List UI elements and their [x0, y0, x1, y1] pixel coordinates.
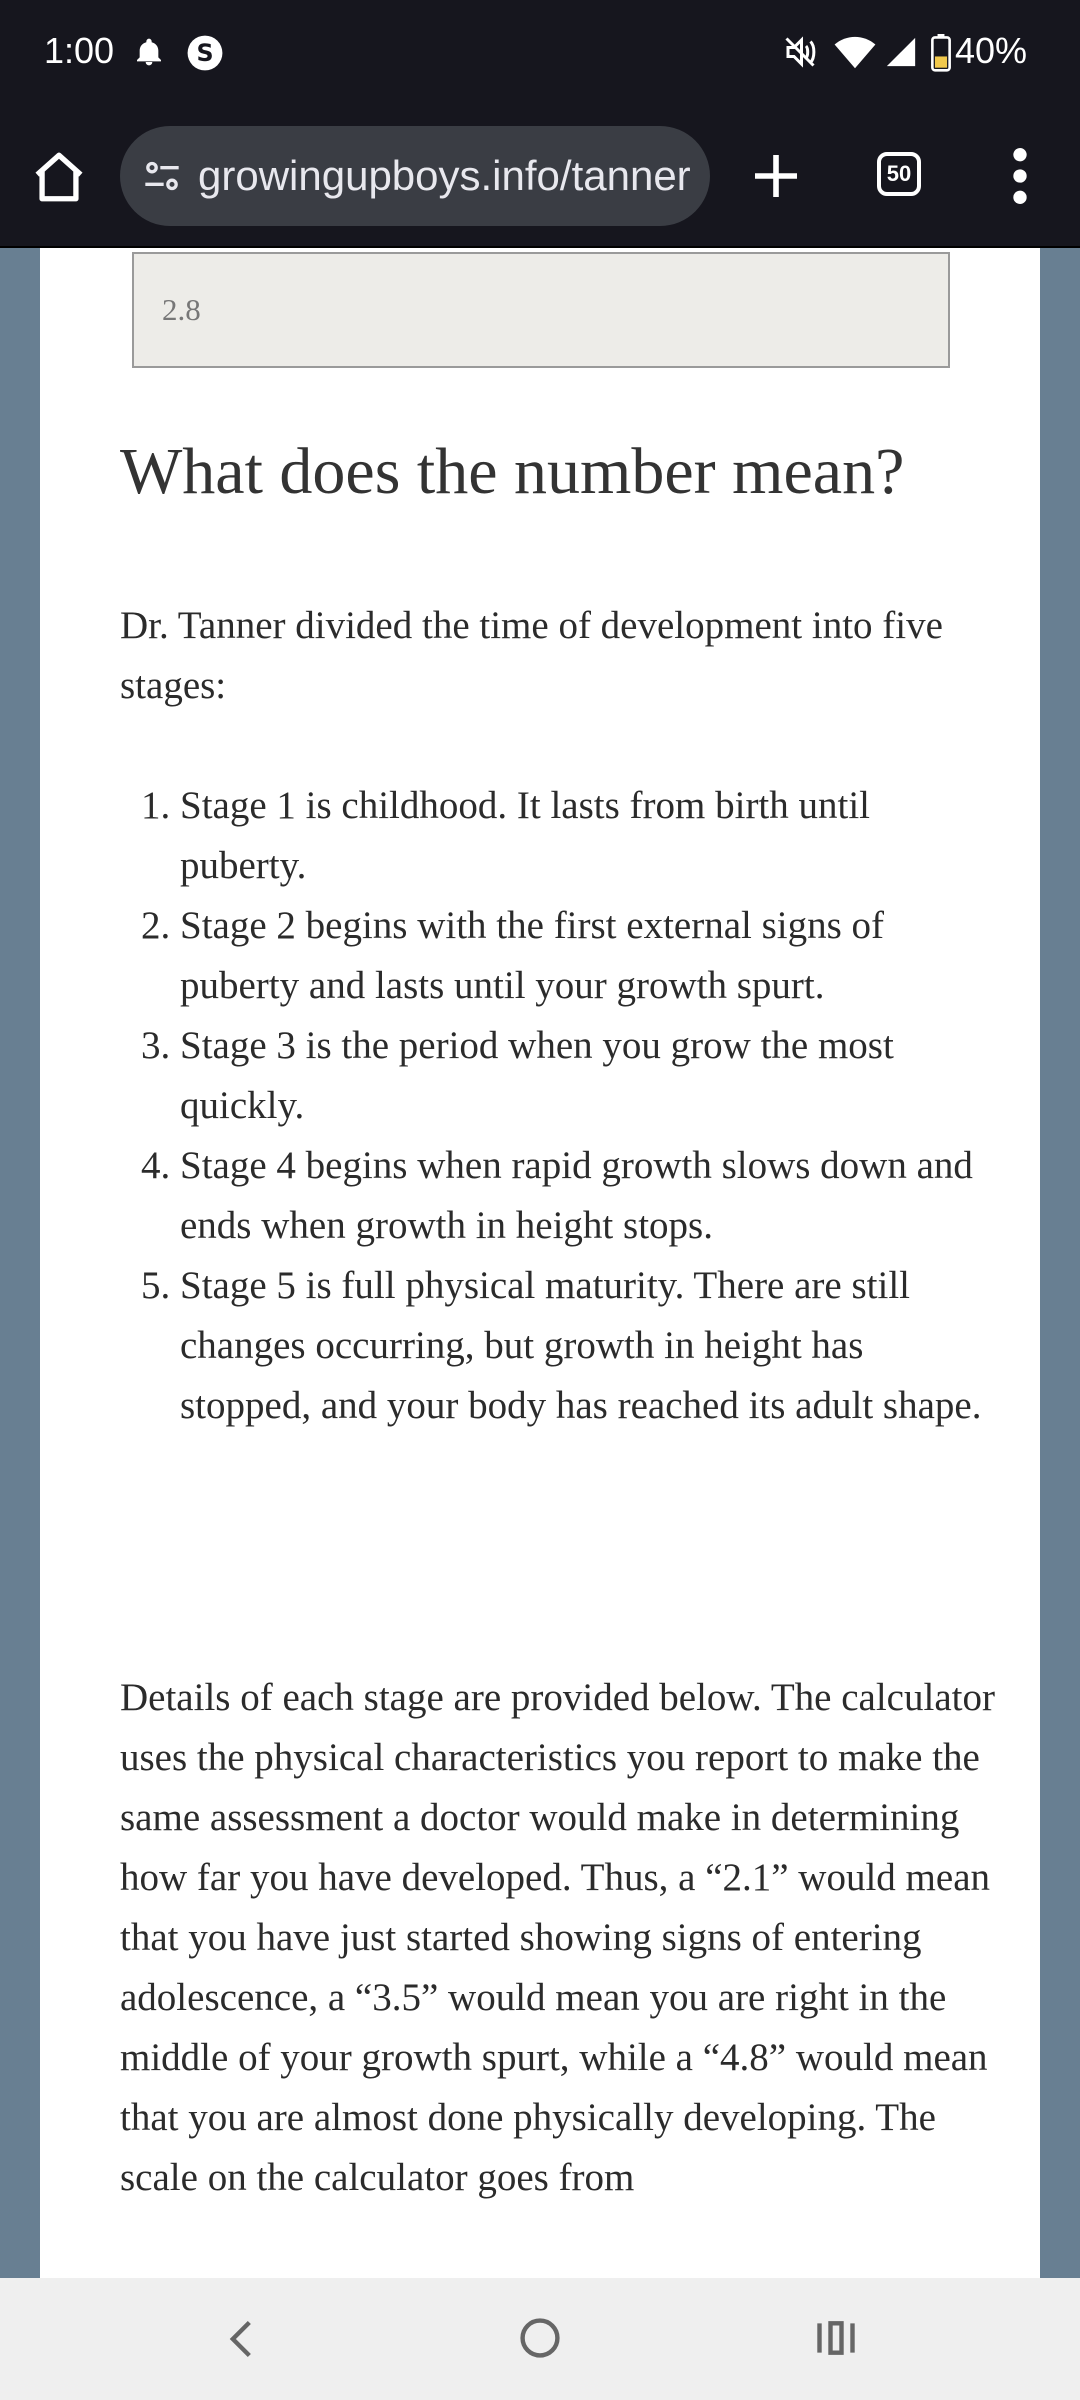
mute-icon	[782, 34, 818, 70]
signal-icon	[884, 34, 918, 70]
svg-text:S: S	[196, 38, 214, 67]
wifi-icon	[834, 36, 876, 70]
stage-item: 2. Stage 2 begins with the first external signs of puberty and lasts until your growth spurt.	[180, 896, 1000, 1016]
s-app-icon	[186, 34, 224, 72]
stage-item: 4. Stage 4 begins when rapid growth slows down and ends when growth in height stops.	[180, 1136, 1000, 1256]
tanner-score-field[interactable]: 2.8	[132, 252, 950, 368]
site-settings-icon[interactable]	[142, 156, 182, 196]
recents-icon[interactable]	[814, 2316, 858, 2360]
url-bar[interactable]	[120, 126, 710, 226]
status-bar	[0, 0, 1080, 106]
stages-list	[120, 776, 1000, 1436]
web-page[interactable]	[0, 248, 1080, 2278]
back-icon[interactable]	[220, 2314, 264, 2364]
home-icon[interactable]	[30, 148, 88, 206]
home-nav-icon[interactable]	[518, 2316, 562, 2360]
bell-icon	[133, 34, 165, 70]
stage-item: 5. Stage 5 is full physical maturity. There are still changes occurring, but growth in height has stopped, and your body has reached its adult shape.	[180, 1256, 1000, 1436]
status-time: 1:00	[44, 30, 115, 71]
battery-percent: 40%	[955, 30, 1028, 71]
tab-switcher-button[interactable]: 50	[877, 152, 921, 196]
system-nav-bar	[0, 2278, 1080, 2400]
intro-paragraph: Dr. Tanner divided the time of development into five stages:	[120, 604, 943, 707]
page-heading: What does the number mean?	[120, 435, 905, 508]
stage-item: 1. Stage 1 is childhood. It lasts from birth until puberty.	[180, 776, 1000, 896]
battery-icon	[930, 34, 952, 72]
overflow-menu-icon[interactable]	[1000, 144, 1040, 208]
stage-item: 3. Stage 3 is the period when you grow the most quickly.	[180, 1016, 1000, 1136]
browser-toolbar	[0, 106, 1080, 248]
url-text[interactable]: growingupboys.info/tanner	[198, 152, 691, 199]
new-tab-icon[interactable]	[748, 148, 804, 204]
details-paragraph: Details of each stage are provided below. The calculator uses the physical characteristics you report to make the same assessment a doctor would make in determining how far you have developed. Thus, a “2.1” would mean that you have just started showing signs of entering adolescence, a “3.5” would mean you are right in the middle of your growth spurt, while a “4.8” would mean that you are almost done physically developing. The scale on the calculator goes from	[120, 1676, 995, 2199]
article-content	[40, 248, 1040, 2278]
